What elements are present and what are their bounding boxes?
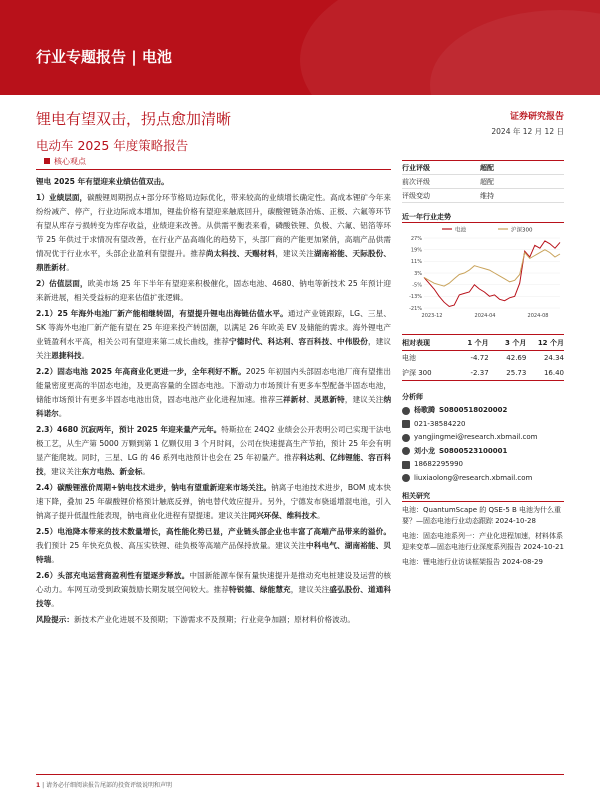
para-text: 。	[51, 555, 59, 564]
divider	[402, 334, 564, 335]
para-text: 。	[316, 511, 325, 520]
para-head: 2.2）固态电池 2025 年高商业化更进一步，全年利好不断。	[36, 367, 246, 376]
watch-text: 同兴环保、维科技术	[248, 511, 317, 520]
paragraph	[36, 307, 391, 363]
analyst-code: S0800523100001	[439, 446, 508, 455]
rating-row	[402, 189, 564, 203]
para-head: 2.4）碳酸锂涨价周期+钠电技术进步，钠电有望重新迎来市场关注。	[36, 483, 272, 492]
report-category: 行业专题报告 | 电池	[36, 48, 172, 66]
para-text: ，建议关注	[290, 585, 330, 594]
para-text: 。	[142, 467, 150, 476]
analyst-line	[402, 458, 564, 472]
analyst-line	[402, 472, 564, 486]
related-title: 相关研究	[402, 492, 430, 500]
trend-chart	[402, 224, 564, 320]
perf-header: 相对表现	[402, 339, 430, 347]
para-head: 2.1）25 年海外电池厂新产能相继转固，有望提升锂电出海链估值水平。	[36, 309, 288, 318]
analyst-name: 杨歌腾	[414, 406, 435, 414]
legend-label-battery: 电池	[455, 227, 467, 234]
recommend-text: 三祥新材	[275, 395, 307, 404]
analyst-line	[402, 445, 564, 459]
analyst-code: S0800518020002	[439, 406, 508, 414]
report-org: 证券研究报告	[509, 112, 564, 122]
phone-icon	[402, 461, 410, 469]
para-head: 1）业绩层面，	[36, 193, 88, 202]
risk-text: 新技术产业化进展不及预期；下游需求不及预期；行业竞争加剧；原材料价格波动。	[73, 615, 355, 624]
watch-text: 东方电热、新金标	[81, 467, 143, 476]
legend	[442, 226, 533, 234]
para-text: 2025 年初国内头部固态电池厂商有望推出能量密度更高的半固态电池，及更高容量的全固态电池。下游动力市场预计有更多车型配备半固态电池，储能市场预计有更多半固态电池出货，固态电池产业化进程加速。推荐	[36, 367, 391, 404]
related-item[interactable]: 电池：QuantumScape 的 QSE-5 B 电池为什么重要？—固态电池行业动态跟踪 2024-10-28	[402, 506, 562, 525]
perf-cell: 电池	[402, 354, 416, 362]
recommend-text: 尚太科技、天赐材料	[205, 249, 276, 258]
para-text: ，建议关注	[275, 249, 314, 258]
perf-header: 3 个月	[505, 339, 527, 347]
paragraph	[36, 569, 391, 611]
key-points-label: 核心观点	[54, 157, 86, 166]
divider	[402, 501, 564, 502]
analyst-line	[402, 404, 564, 418]
related-item[interactable]: 电池：固态电池系列一：产业化进程加速，材料体系迎来变革—固态电池行业深度系列报告 2024-10-21	[402, 532, 564, 551]
report-title: 锂电有望双击，拐点愈加清晰	[36, 110, 232, 128]
analyst-email[interactable]: yangjingmei@research.xbmail.com	[414, 433, 538, 441]
para-text: 我们预计 25 年快充负极、高压实铁锂、硅负极等高端产品保持放量。建议关注	[36, 541, 307, 550]
footer: 1 | 请务必仔细阅读报告尾部的投资评级说明和声明	[36, 782, 173, 789]
performance-table	[402, 336, 564, 381]
related-item[interactable]: 电池：锂电池行业访谈框架报告 2024-08-29	[402, 558, 543, 566]
recommend-text: 宁德时代、科达利、容百科技、中伟股份	[229, 337, 368, 346]
para-head: 2.5）电池降本带来的技术数量增长，高性能化势已显，产业链头部企业也丰富了高端产品带来的溢价。	[36, 527, 391, 536]
legend-label-index: 沪深300	[511, 227, 533, 234]
rating-key: 前次评级	[402, 178, 430, 186]
watch-text: 盛弘股份、道通科技等	[36, 585, 392, 608]
paragraph	[36, 191, 391, 275]
watch-text: 恩捷科技	[51, 351, 82, 360]
analyst-phone: 021-38584220	[414, 419, 466, 428]
paragraph	[36, 277, 391, 305]
x-tick-label: 2023-12	[421, 313, 443, 319]
y-tick-label: 27%	[410, 235, 422, 242]
paragraph	[36, 525, 391, 567]
page-number: 1	[36, 782, 41, 789]
recommend-text: 特锐德、绿能慧充	[229, 585, 291, 594]
watch-text: 中科电气、湖南裕能、贝特瑞	[36, 541, 391, 564]
para-text: ，建议关注	[36, 337, 392, 360]
y-tick-label: 11%	[410, 259, 422, 266]
paragraph	[36, 175, 391, 189]
rating-key: 评级变动	[402, 192, 430, 200]
email-icon	[402, 434, 410, 442]
series-lines	[424, 241, 560, 307]
risk-head: 风险提示：	[36, 615, 74, 624]
report-date: 2024 年 12 月 12 日	[491, 127, 564, 136]
perf-row	[402, 351, 564, 366]
rating-value: 超配	[480, 178, 494, 186]
series-line-index	[424, 250, 560, 286]
paragraph	[36, 613, 391, 627]
phone-icon	[402, 420, 410, 428]
rating-value: 维持	[480, 192, 494, 200]
series-line-battery	[424, 241, 560, 307]
perf-cell: 16.40	[543, 369, 564, 377]
perf-header: 12 个月	[537, 339, 564, 347]
footer-disclaimer: 请务必仔细阅读报告尾部的投资评级说明和声明	[46, 782, 173, 789]
perf-row	[402, 366, 564, 381]
para-text: 欧美市场 25 年下半年有望迎来积极催化，固态电池、4680、钠电等新技术 25 年预计迎来新进展，相关受益标的迎来估值扩张逻辑。	[36, 279, 391, 302]
rating-row	[402, 175, 564, 189]
para-text: 。	[66, 263, 74, 272]
x-axis-ticks	[422, 313, 549, 319]
rating-row	[402, 161, 564, 175]
rating-value: 超配	[480, 164, 494, 172]
para-text: 碳酸锂周期拐点+部分环节格局边际优化，带来较高的业绩增长确定性。高成本锂矿今年来纷纷减产、停产，行业边际成本增加，锂盐价格有望迎来触底回升，碳酸锂链条冶炼、正极、六氟等环节有望从库存亏损转变为库存收益，业绩迎来改善。从供需平衡表来看，磷酸铁锂、负极、六氟、铝箔等环节 25 年供过于求情况有望改善，在行业产品高端化的趋势下，头部厂商的产能更加紧俏，高端产品供需情况优于行业水平，头部企业盈利有望提升。推荐	[36, 193, 391, 258]
perf-cell: -4.72	[470, 354, 489, 362]
related-list	[402, 505, 564, 573]
para-text: 、	[306, 395, 314, 404]
watch-text: 纳科诺尔	[36, 395, 392, 418]
analyst-phone: 18682295990	[414, 460, 463, 468]
para-head: 2）估值层面，	[36, 279, 88, 288]
recommend-text: 灵恩新特	[313, 395, 345, 404]
person-icon	[402, 407, 410, 415]
footer-divider	[36, 774, 564, 775]
para-head: 2.3）4680 沉寂两年，预计 2025 年迎来量产元年。	[36, 425, 222, 434]
para-text: 钠离子电池技术进步，BOM 成本快速下降，叠加 25 年碳酸锂价格预计触底反弹，钠电替代效应提升。另外，宁德发布骁遥增混电池，引入钠离子提升低温性能表现，钠电商业化进程有望提速。建议关注	[36, 483, 391, 520]
para-head: 2.6）头部充电运营商盈利性有望逐步释放。	[36, 571, 190, 580]
recommend-text: 科达利、亿纬锂能、容百科技	[36, 453, 391, 476]
y-tick-label: -13%	[409, 294, 422, 301]
key-points-header	[36, 155, 391, 170]
y-tick-label: -21%	[409, 305, 422, 312]
paragraph	[36, 423, 391, 479]
para-text: 中国新能源车保有量快速提升是推动充电桩建设及运营的核心动力。车网互动受到政策鼓励长期发展空间较大。推荐	[36, 571, 391, 594]
report-body	[36, 175, 391, 629]
perf-cell: 24.34	[543, 354, 564, 362]
perf-header-row	[402, 336, 564, 351]
analyst-name: 刘小龙	[414, 446, 435, 455]
rating-table	[402, 161, 564, 203]
rating-key: 行业评级	[402, 164, 430, 172]
y-tick-label: -5%	[412, 282, 422, 289]
watch-text: 湖南裕能、天际股份、鼎胜新材	[36, 249, 392, 272]
email-icon	[402, 474, 410, 482]
para-text: 。	[51, 599, 59, 608]
analyst-line	[402, 431, 564, 445]
y-tick-label: 19%	[410, 247, 422, 254]
y-tick-label: 3%	[414, 270, 422, 277]
perf-cell: 25.73	[506, 369, 527, 377]
paragraph	[36, 481, 391, 523]
analysts-title: 分析师	[402, 393, 423, 401]
top-banner	[0, 0, 600, 95]
perf-header: 1 个月	[467, 339, 489, 347]
para-text: 特斯拉在 24Q2 业绩会公开表明公司已实现干法电极工艺，从生产第 5000 万颗到第 1 亿颗仅用 3 个月时间，公司在快速提高生产节拍，预计 25 年会有明显产能爬坡。同时，三星、LG 的 46 系列电池预计也会在 25 年初量产。推荐	[36, 425, 392, 462]
para-text: 。	[81, 351, 90, 360]
para-text: ，建议关注	[43, 467, 82, 476]
x-tick-label: 2024-08	[527, 313, 549, 319]
analyst-block	[402, 404, 564, 485]
bullet-square-icon	[44, 158, 50, 164]
perf-cell: 沪深 300	[402, 369, 432, 377]
perf-cell: 42.69	[506, 354, 527, 362]
divider	[402, 222, 564, 223]
x-tick-label: 2024-04	[474, 313, 496, 319]
para-text: ，建议关注	[344, 395, 384, 404]
perf-cell: -2.37	[470, 369, 489, 377]
trend-title: 近一年行业走势	[402, 213, 451, 221]
lead-sentence: 锂电 2025 年有望迎来业绩估值双击。	[36, 177, 169, 186]
para-text: 。	[58, 409, 67, 418]
analyst-email[interactable]: liuxiaolong@research.xbmail.com	[414, 473, 533, 482]
para-text: 通过产业链跟踪，LG、三星、SK 等海外电池厂新产能有望在 25 年迎来投产转固潮，以满足 26 年欧美 EV 及储能的需求。海外锂电产业链盈利水平高，相关公司有望迎来第二成长曲线，推荐	[36, 309, 391, 346]
analyst-line	[402, 418, 564, 432]
paragraph	[36, 365, 391, 421]
report-subtitle: 电动车 2025 年度策略报告	[36, 138, 189, 153]
person-icon	[402, 447, 410, 455]
